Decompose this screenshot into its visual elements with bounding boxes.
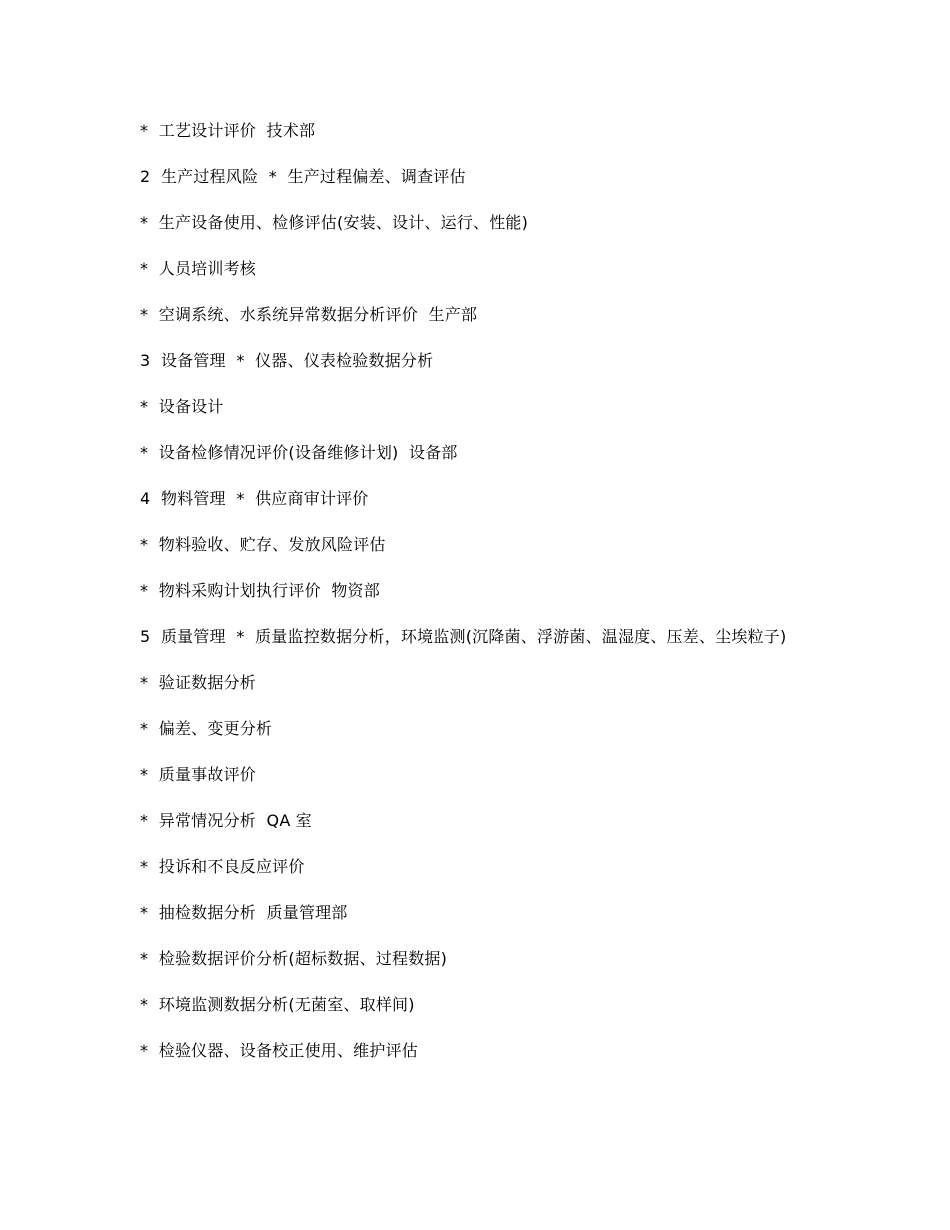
text-line: * 质量事故评价 (140, 765, 256, 784)
text-line: * 抽检数据分析 质量管理部 (140, 903, 348, 922)
text-line: * 设备设计 (140, 397, 224, 416)
text-line: * 异常情况分析 QA 室 (140, 811, 312, 830)
text-line: * 投诉和不良反应评价 (140, 857, 305, 876)
text-line: * 验证数据分析 (140, 673, 256, 692)
text-line: 5 质量管理 * 质量监控数据分析，环境监测(沉降菌、浮游菌、温湿度、压差、尘埃粒子) (140, 627, 787, 646)
text-line: * 检验仪器、设备校正使用、维护评估 (140, 1041, 418, 1060)
document-body (140, 117, 830, 1083)
text-line: * 空调系统、水系统异常数据分析评价 生产部 (140, 305, 478, 324)
text-line: * 生产设备使用、检修评估(安装、设计、运行、性能) (140, 213, 529, 232)
text-line: * 检验数据评价分析(超标数据、过程数据) (140, 949, 448, 968)
text-line: 4 物料管理 * 供应商审计评价 (140, 489, 369, 508)
text-line: * 偏差、变更分析 (140, 719, 273, 738)
text-line: * 人员培训考核 (140, 259, 256, 278)
text-line: 3 设备管理 * 仪器、仪表检验数据分析 (140, 351, 434, 370)
text-line: * 物料验收、贮存、发放风险评估 (140, 535, 386, 554)
text-line: * 工艺设计评价 技术部 (140, 121, 316, 140)
text-line: * 物料采购计划执行评价 物资部 (140, 581, 380, 600)
text-line: 2 生产过程风险 * 生产过程偏差、调查评估 (140, 167, 466, 186)
text-line: * 设备检修情况评价(设备维修计划) 设备部 (140, 443, 458, 462)
text-line: * 环境监测数据分析(无菌室、取样间) (140, 995, 415, 1014)
